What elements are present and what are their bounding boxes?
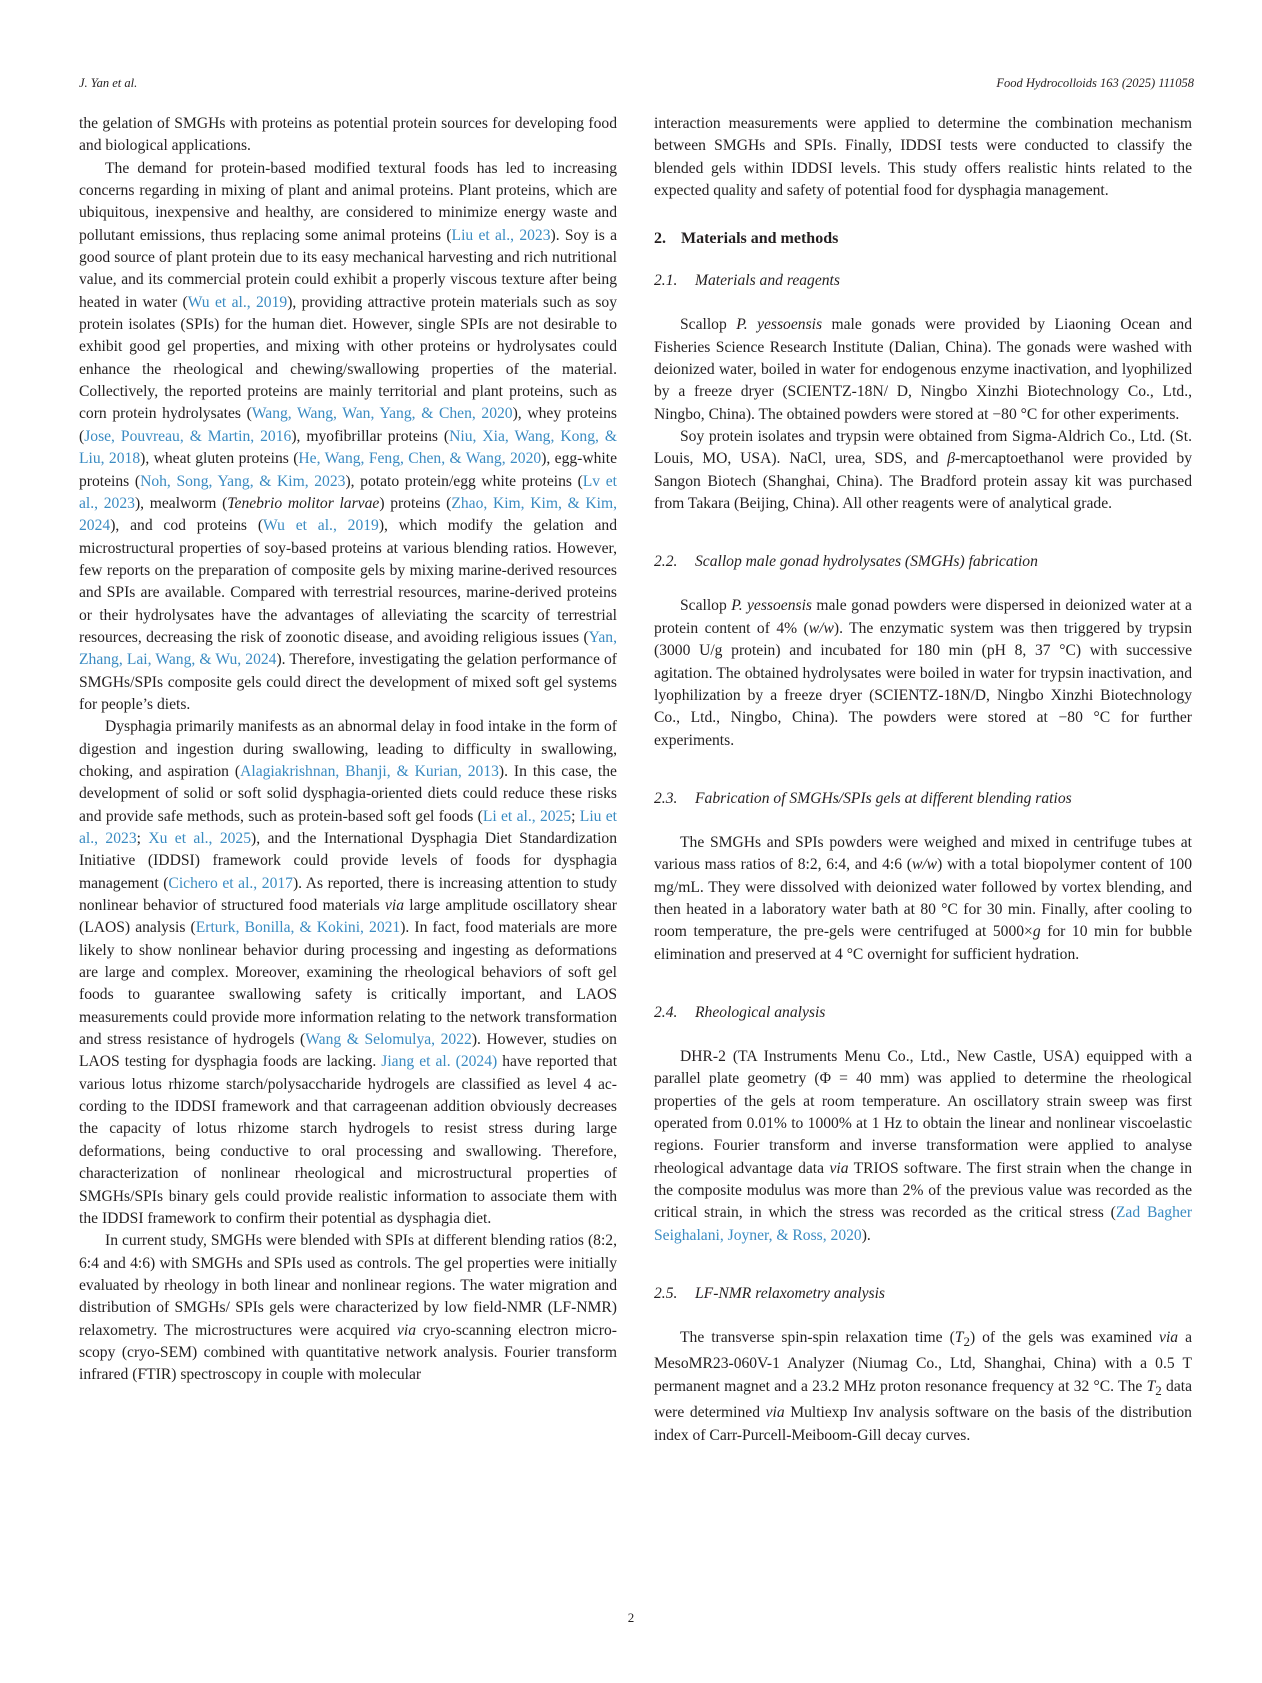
paragraph-smghs-fabrication <box>654 595 1192 751</box>
text: ), myofibrillar proteins ( <box>291 427 450 445</box>
greek-symbol: β <box>947 450 956 468</box>
paragraph-current-study <box>79 1230 617 1386</box>
subsection-number: 2.5. <box>654 1285 678 1303</box>
paragraph-reagents <box>654 426 1192 515</box>
citation-link[interactable]: Jiang et al. (2024) <box>381 1053 498 1071</box>
text: male gonad powders were dispersed in deionized water at a protein content of 4% ( <box>654 597 1192 637</box>
text: ). Therefore, investigating the gelation performance of SMGHs/SPIs composite gels could direct the development of mixed soft gel systems for people’s diets. <box>79 651 617 713</box>
paragraph-plant-proteins <box>79 158 617 717</box>
paragraph-dysphagia <box>79 716 617 1230</box>
text: ), whey proteins ( <box>79 405 617 445</box>
text: have reported that various lotus rhizome starch/polysaccharide hydrogels are classified as level 4 according to the IDDSI framework and that carrageenan addition obviously decreases the capacity of lotus rhizome starch hydrogels to resist stress during large deformations, being conductive to oral processing and swallowing. Therefore, characterization of nonlinear rheological and microstructural properties of SMGHs/SPIs binary gels could provide realistic information to associate them with the IDDSI framework to confirm their potential as dysphagia diet. <box>79 1053 618 1227</box>
emphasis: via <box>396 1321 416 1339</box>
citation-link[interactable]: Erturk, Bonilla, & Kokini, 2021 <box>195 919 401 937</box>
emphasis: via <box>1159 1329 1179 1347</box>
running-head-journal: Food Hydrocolloids 163 (2025) 111058 <box>996 76 1194 90</box>
citation-link[interactable]: Jose, Pouvreau, & Martin, 2016 <box>84 427 292 445</box>
text: ) with a total biopolymer content of 100 mg/mL. They were dissolved with deionized water followed by vortex blending, and then heated in a laboratory water bath at 80 °C for 30 min. Finally, after cooling to room temperature, the pre-gels were centrifuged at 5000× <box>654 856 1193 941</box>
text: Dysphagia primarily manifests as an abnormal delay in food intake in the form of digestion and ingestion during swallowing, leading to difficulty in swallowing, choking, and aspiration ( <box>79 718 617 780</box>
text: ), mealworm ( <box>134 494 228 512</box>
subsection-title: Fabrication of SMGHs/SPIs gels at different blending ratios <box>695 789 1072 807</box>
emphasis: w/w <box>808 619 834 637</box>
text: Soy protein isolates and trypsin were obtained from Sigma-Aldrich Co., Ltd. (St. Louis, MO, USA). NaCl, urea, SDS, and <box>654 428 1192 468</box>
emphasis: via <box>384 897 405 915</box>
citation-link[interactable]: Zad Bagher Seighalani, Joyner, & Ross, 2020 <box>654 1204 1193 1244</box>
subsection-title: Materials and reagents <box>695 272 840 290</box>
symbol: T <box>954 1329 964 1347</box>
subsection-title: LF-NMR relaxometry analysis <box>695 1285 885 1303</box>
running-head-authors: J. Yan et al. <box>79 76 138 90</box>
text: ) proteins ( <box>379 494 452 512</box>
subsection-number: 2.3. <box>654 789 678 807</box>
text: data were determined <box>654 1377 1192 1422</box>
subsection-number: 2.4. <box>654 1003 678 1021</box>
text: ). As reported, there is increasing attention to study nonlinear behavior of structured food materials <box>79 874 617 915</box>
text: a MesoMR23-060V-1 Analyzer (Niumag Co., Ltd, Shanghai, China) with a 0.5 T permanent magnet and a 23.2 MHz proton resonance frequency at 32 °C. The <box>654 1329 1192 1395</box>
paragraph-lf-nmr <box>654 1327 1192 1447</box>
running-head <box>79 76 1194 94</box>
section-gap <box>654 1247 1192 1283</box>
text: ), egg-white proteins ( <box>79 450 618 490</box>
text: ), providing attractive protein materials such as soy protein isolates (SPIs) for the human diet. However, single SPIs are not desirable to exhibit good gel properties, and mixing with other proteins or hydrolysates could enhance the rheological and chewing/swallowing properties of the material. Collectively, the reported proteins are mainly territorial and plant proteins, such as corn protein hydrolysates ( <box>79 293 617 423</box>
emphasis: w/w <box>911 856 938 874</box>
subsection-heading-2-2 <box>654 551 1192 573</box>
text: ), and the International Dysphagia Diet Standardization Initiative (IDDSI) framework could provide levels of foods for dysphagia management ( <box>79 830 618 892</box>
citation-link[interactable]: Xu et al., 2025 <box>148 830 252 847</box>
text: TRIOS software. The first strain when the change in the composite modulus was more than 2% of the previous value was recorded as the critical strain, in which the stress was recorded as the critical stress ( <box>654 1159 1193 1222</box>
text: for 10 min for bubble elimination and preserved at 4 °C overnight for sufficient hydration. <box>654 923 1193 963</box>
page-number: 2 <box>627 1610 635 1625</box>
subscript: 2 <box>963 1334 970 1350</box>
subsection-number: 2.1. <box>654 272 678 290</box>
paragraph-materials <box>654 314 1192 426</box>
text: -mercaptoethanol were provided by Sangon Biotech (Shanghai, China). The Bradford protein assay kit was purchased from Takara (Beijing, China). All other reagents were of analytical grade. <box>654 450 1192 513</box>
subsection-number: 2.2. <box>654 553 678 571</box>
text: Scallop <box>680 316 737 334</box>
citation-link[interactable]: Lv et al., 2023 <box>79 472 617 512</box>
paragraph-intro-end: interaction measurements were applied to determine the combination mechanism between SMGHs and SPIs. Finally, IDDSI tests were conducted to classify the blended gels within IDDSI levels. This study offers realistic hints related to the expected quality and safety of potential food for dysphagia management. <box>654 115 1192 200</box>
subsection-heading-2-1 <box>654 270 1192 292</box>
text: ). <box>861 1226 871 1244</box>
subsection-title: Scallop male gonad hydrolysates (SMGHs) fabrication <box>695 553 1038 571</box>
text: ). However, studies on LAOS testing for dysphagia foods are lacking. <box>79 1031 617 1071</box>
citation-link[interactable]: Li et al., 2025 <box>482 807 572 825</box>
section-gap <box>654 752 1192 788</box>
symbol: T <box>1146 1377 1156 1395</box>
text: Multiexp Inv analysis software on the basis of the distribution index of Carr-Purcell-Meiboom-Gill decay curves. <box>654 1404 1192 1444</box>
species-name: P. yessoensis <box>731 597 812 615</box>
text: The transverse spin-spin relaxation time ( <box>680 1329 955 1347</box>
citation-link[interactable]: Wu et al., 2019 <box>263 517 379 535</box>
text: In current study, SMGHs were blended with SPIs at different blending ratios (8:2, 6:4 and 4:6) with SMGHs and SPIs used as controls. The gel properties were initially evaluated by rheology in both linear and nonlinear regions. The water migration and distribution of SMGHs/ SPIs gels were characterized by low field-NMR (LF-NMR) relaxometry. The microstructures were acquired <box>79 1232 617 1339</box>
text: ), and cod proteins ( <box>110 517 264 535</box>
citation-link[interactable]: Zhao, Kim, Kim, & Kim, 2024 <box>79 494 618 535</box>
emphasis: g <box>1032 923 1041 941</box>
section-gap <box>654 966 1192 1002</box>
section-heading-materials-methods <box>654 228 1192 250</box>
text: ), which modify the gelation and microstructural properties of soy-based proteins at various blending ratios. However, few reports on the preparation of composite gels by mixing marine-derived resources and SPIs are available. Compared with terrestrial resources, marine-derived proteins or their hydrolysates have the advantages of alleviating the scarcity of terrestrial resources, decreasing the risk of zoonotic disease, and avoiding religious issues ( <box>79 517 617 646</box>
section-number: 2. <box>654 230 666 248</box>
species-name: P. yessoensis <box>736 316 823 334</box>
text: male gonads were provided by Liaoning Ocean and Fisheries Science Research Institute (Dalian, China). The gonads were washed with deionized water, boiled in water for endogenous enzyme inactivation, and lyophilized by a freeze dryer (SCIENTZ-18N/ D, Ningbo Xinzhi Biotechnology Co., Ltd., Ningbo, China). The obtained powders were stored at −80 °C for other experiments. <box>654 316 1192 423</box>
emphasis: via <box>829 1159 849 1177</box>
citation-link[interactable]: Liu et al., 2023 <box>79 807 618 847</box>
text: ). In this case, the development of solid or soft solid dysphagia-oriented diets could reduce these risks and provide safe methods, such as protein-based soft gel foods ( <box>79 762 617 825</box>
text: ; <box>571 807 580 825</box>
section-gap <box>654 515 1192 551</box>
paragraph-rheology <box>654 1046 1192 1247</box>
citation-link[interactable]: Wang, Wang, Wan, Yang, & Chen, 2020 <box>251 405 513 423</box>
citation-link[interactable]: Noh, Song, Yang, & Kim, 2023 <box>140 472 346 490</box>
text: ). In fact, food materials are more likely to show nonlinear behavior during processing and ingesting as deformations are large and complex. Moreover, examining the rheological behaviors of soft gel foods to guarantee swallowing safety is critically important, and LAOS measurements could provide more information relating to the network transformation and stress resistance of hydrogels ( <box>79 919 617 1049</box>
section-title: Materials and methods <box>681 230 839 248</box>
citation-link[interactable]: Liu et al., 2023 <box>451 226 551 244</box>
citation-link[interactable]: He, Wang, Feng, Chen, & Wang, 2020 <box>298 450 542 468</box>
right-column <box>654 113 1192 1447</box>
text: ), potato protein/egg white proteins ( <box>345 472 583 490</box>
citation-link[interactable]: Wang & Selomulya, 2022 <box>305 1031 472 1049</box>
text: ) of the gels was examined <box>969 1329 1160 1347</box>
species-name: Tenebrio molitor larvae <box>227 494 380 512</box>
text: The SMGHs and SPIs powders were weighed and mixed in centrifuge tubes at various mass ratios of 8:2, 6:4, and 4:6 ( <box>654 833 1192 874</box>
paragraph-gel-fabrication <box>654 832 1192 966</box>
subsection-heading-2-3 <box>654 788 1192 810</box>
citation-link[interactable]: Wu et al., 2019 <box>187 293 288 311</box>
text: The demand for protein-based modified textural foods has led to increasing concerns regarding in mixing of plant and animal proteins. Plant proteins, which are ubiquitous, inexpensive and healthy, are considered to minimize energy waste and pollutant emissions, thus replacing some animal proteins ( <box>79 159 617 244</box>
subsection-title: Rheological analysis <box>695 1003 826 1021</box>
text: ; <box>136 830 149 847</box>
text: DHR-2 (TA Instruments Menu Co., Ltd., New Castle, USA) equipped with a parallel plate geometry (Φ = 40 mm) was applied to determine the rheological properties of the gels at room temperature. An oscillatory strain sweep was first operated from 0.01% to 1000% at 1 Hz to obtain the linear and nonlinear viscoelastic regions. Fourier transform and inverse transformation were applied to analyse rheological advantage data <box>654 1047 1192 1177</box>
citation-link[interactable]: Niu, Xia, Wang, Kong, & Liu, 2018 <box>79 427 617 468</box>
left-column <box>79 113 617 1387</box>
text: Scallop <box>680 597 732 615</box>
subscript: 2 <box>1155 1382 1162 1398</box>
citation-link[interactable]: Cichero et al., 2017 <box>168 874 293 892</box>
paragraph-intro-continued: the gelation of SMGHs with proteins as potential protein sources for developing food and biological applications. <box>79 115 617 155</box>
text: large amplitude oscillatory shear (LAOS) analysis ( <box>79 897 617 937</box>
citation-link[interactable]: Yan, Zhang, Lai, Wang, & Wu, 2024 <box>79 628 617 669</box>
text: cryo-scanning electron microscopy (cryo-SEM) combined with quantitative network analysis. Fourier transform infrared (FTIR) spectroscopy in couple with molecular <box>79 1321 617 1384</box>
text: ). The enzymatic system was then triggered by trypsin (3000 U/g protein) and incubated for 180 min (pH 8, 37 °C) with successive agitation. The obtained hydrolysates were boiled in water for trypsin inactivation, and lyophilization by a freeze dryer (SCIENTZ-18N/D, Ningbo Xinzhi Biotechnology Co., Ltd., Ningbo, China). The powders were stored at −80 °C for further experiments. <box>654 619 1192 749</box>
citation-link[interactable]: Alagiakrishnan, Bhanji, & Kurian, 2013 <box>240 762 499 780</box>
text: ), wheat gluten proteins ( <box>140 450 299 468</box>
text: ). Soy is a good source of plant protein due to its easy mechanical harvesting and rich nutritional value, and its commercial protein could exhibit a properly viscous texture after being heated in water ( <box>79 226 618 311</box>
subsection-heading-2-4 <box>654 1002 1192 1024</box>
subsection-heading-2-5 <box>654 1283 1192 1305</box>
emphasis: via <box>765 1404 785 1422</box>
